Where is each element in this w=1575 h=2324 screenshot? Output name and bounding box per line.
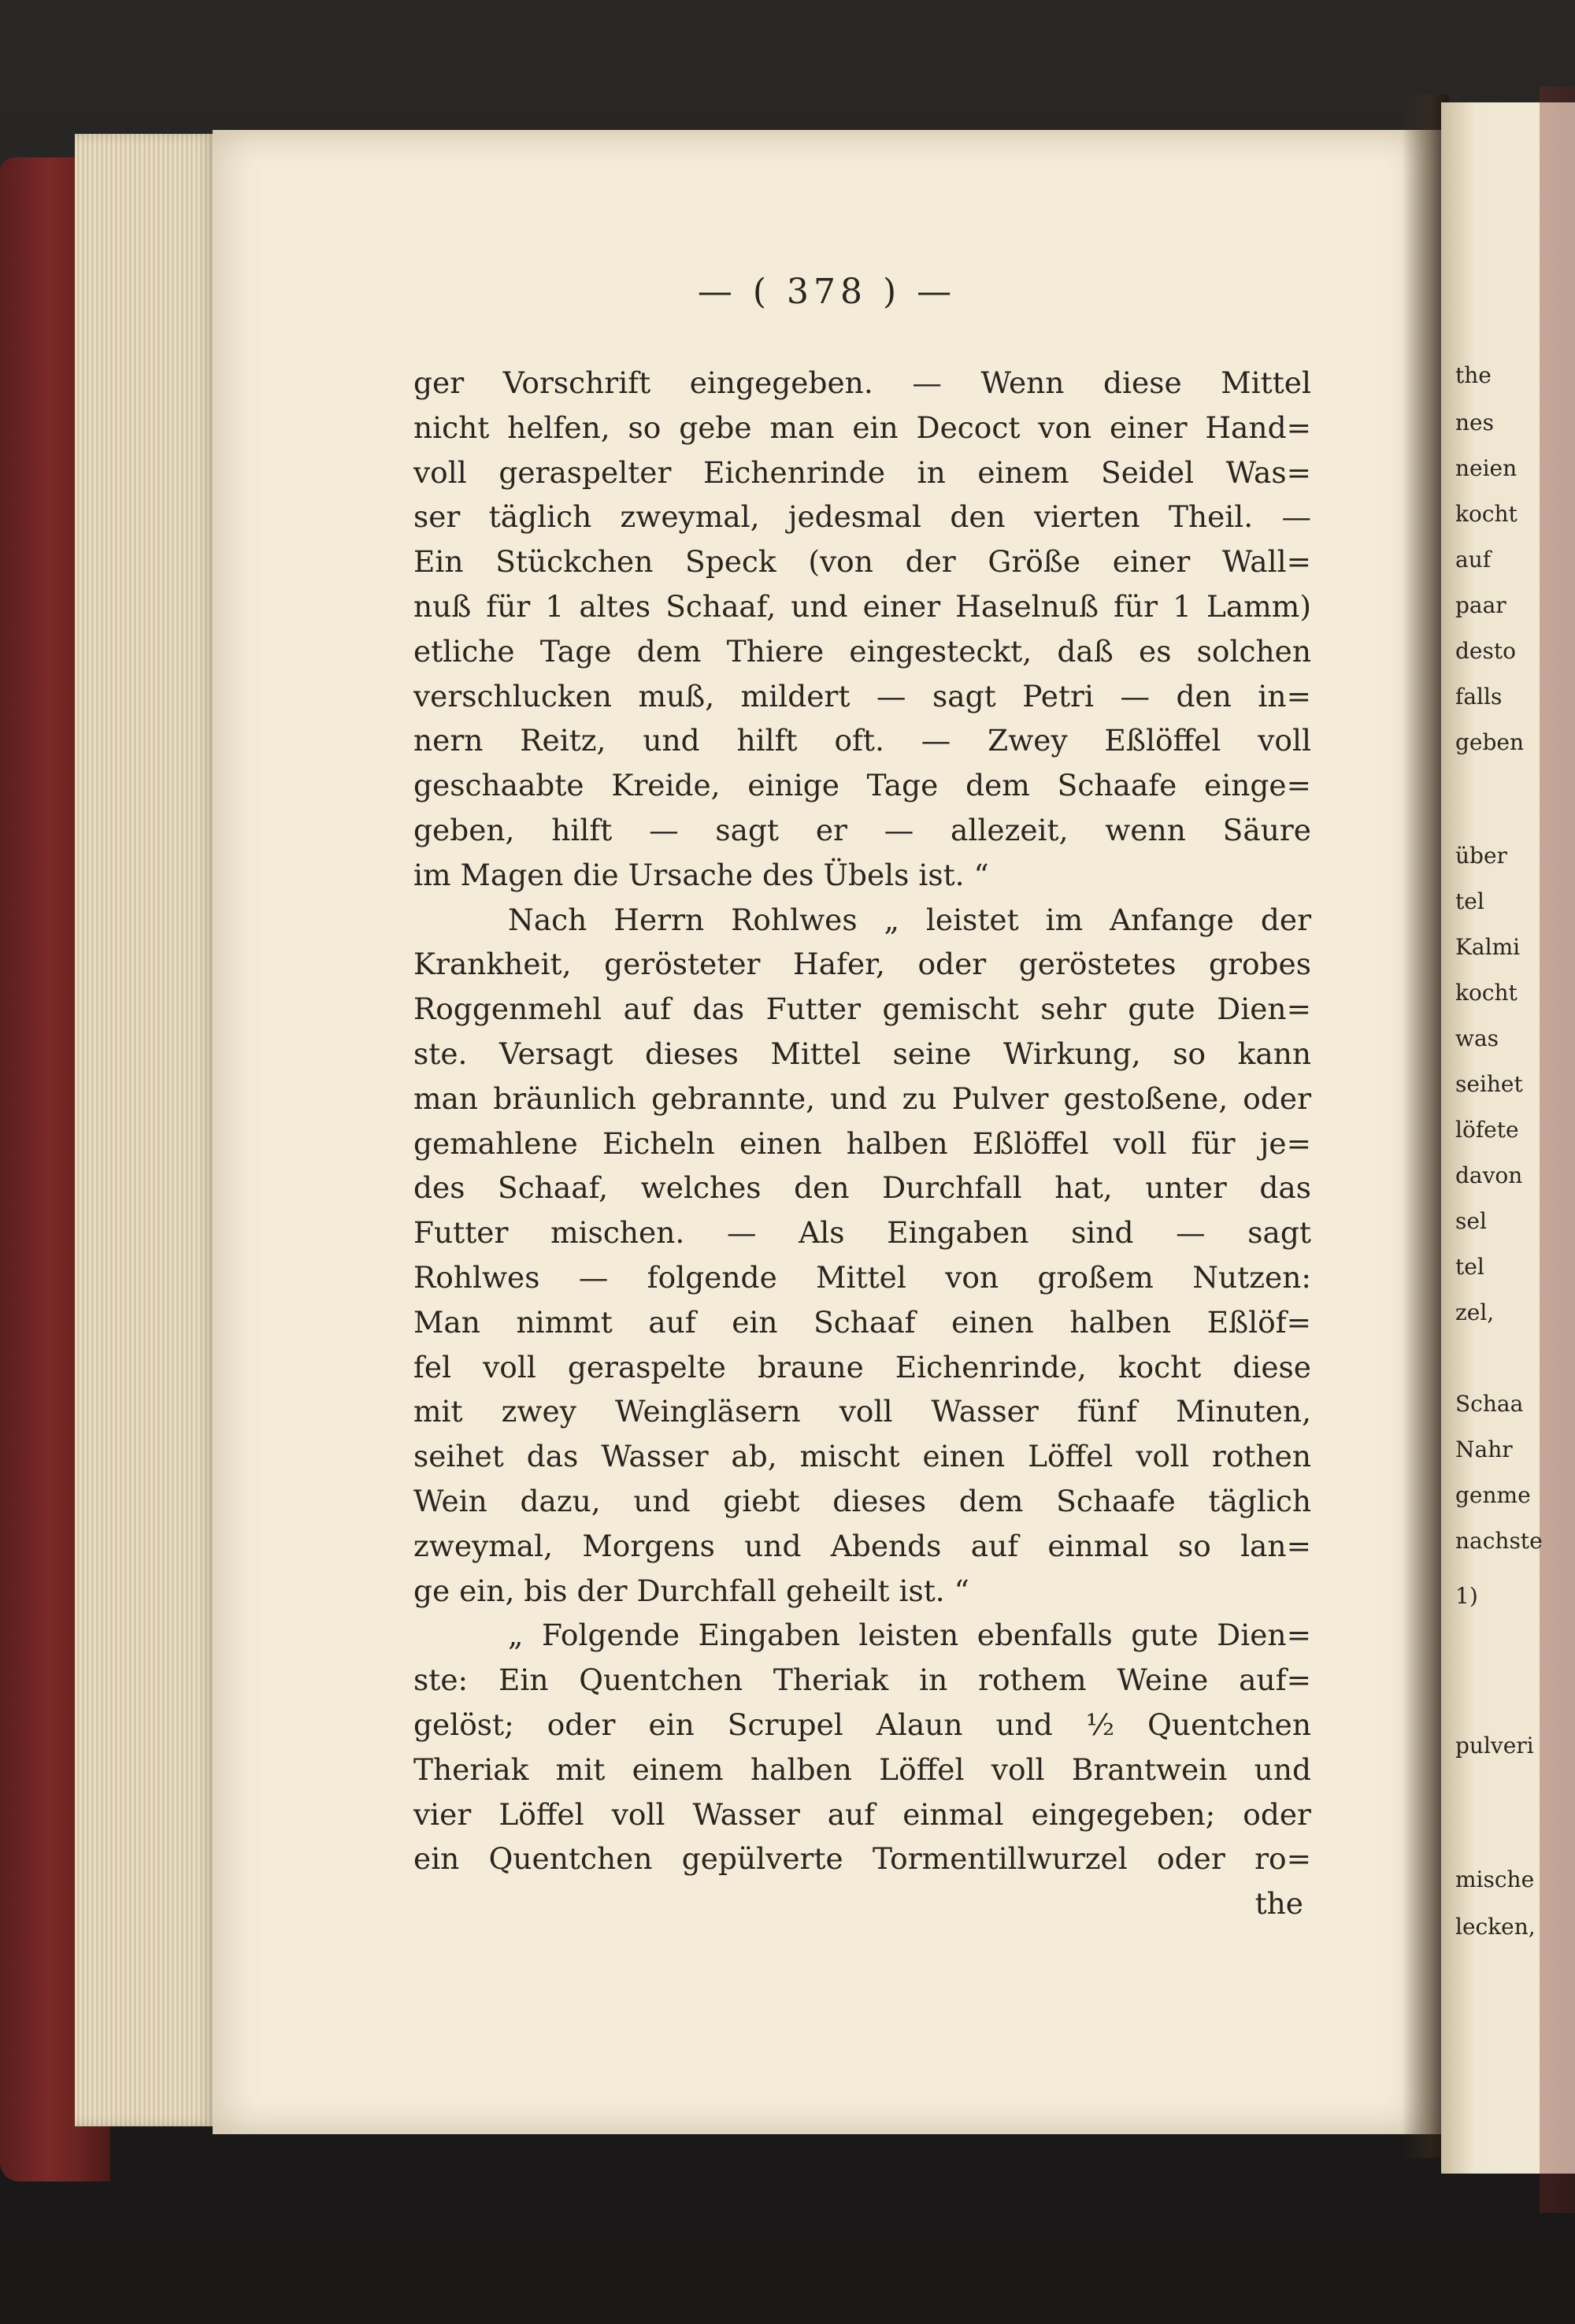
facing-fragment: kocht	[1455, 501, 1518, 527]
text-line: etliche Tage dem Thiere eingesteckt, daß es solchen	[413, 633, 1311, 669]
facing-fragment: genme	[1455, 1482, 1531, 1508]
text-line: zweymal, Morgens und Abends auf einmal so lan=	[413, 1528, 1311, 1563]
text-line: mit zwey Weingläsern voll Wasser fünf Minuten,	[413, 1394, 1311, 1429]
facing-fragment: kocht	[1455, 980, 1518, 1006]
facing-fragment: tel	[1455, 888, 1484, 914]
catchword: the	[1254, 1886, 1303, 1922]
text-line: fel voll geraspelte braune Eichenrinde, kocht diese	[413, 1349, 1311, 1384]
text-line: geschaabte Kreide, einige Tage dem Schaafe einge=	[413, 768, 1311, 803]
facing-fragment: nachste	[1455, 1528, 1543, 1554]
text-line: des Schaaf, welches den Durchfall hat, unter das	[413, 1170, 1311, 1206]
text-line: gemahlene Eicheln einen halben Eßlöffel voll für je=	[413, 1125, 1311, 1161]
facing-binding	[1540, 87, 1575, 2213]
facing-fragment: falls	[1455, 684, 1503, 710]
facing-fragment: mische	[1455, 1866, 1535, 1892]
facing-fragment: lecken,	[1455, 1914, 1536, 1940]
main-text-block	[413, 361, 1311, 1926]
text-line: ste: Ein Quentchen Theriak in rothem Weine auf=	[413, 1662, 1311, 1698]
text-line: Futter mischen. — Als Eingaben sind — sagt	[413, 1215, 1311, 1251]
text-line: nuß für 1 altes Schaaf, und einer Haselnuß für 1 Lamm)	[413, 588, 1311, 624]
facing-fragment: paar	[1455, 592, 1506, 618]
text-line: voll geraspelter Eichenrinde in einem Seidel Was=	[413, 454, 1311, 490]
text-line: gelöst; oder ein Scrupel Alaun und ½ Quentchen	[413, 1707, 1311, 1742]
text-line: nicht helfen, so gebe man ein Decoct von einer Hand=	[413, 410, 1311, 445]
facing-fragment: Schaa	[1455, 1391, 1524, 1417]
text-line: geben, hilft — sagt er — allezeit, wenn Säure	[413, 812, 1311, 847]
page-edges	[75, 134, 217, 2126]
facing-fragment: geben	[1455, 729, 1525, 755]
facing-fragment: desto	[1455, 638, 1516, 664]
text-line: Wein dazu, und giebt dieses dem Schaafe täglich	[413, 1483, 1311, 1518]
facing-fragment: was	[1455, 1025, 1499, 1051]
text-line: ste. Versagt dieses Mittel seine Wirkung, so kann	[413, 1036, 1311, 1071]
text-line: nern Reitz, und hilft oft. — Zwey Eßlöffel voll	[413, 723, 1311, 758]
facing-fragment: Kalmi	[1455, 934, 1521, 960]
page-number-header: — ( 378 ) —	[697, 272, 957, 312]
facing-fragment: löfete	[1455, 1117, 1519, 1143]
facing-fragment: davon	[1455, 1162, 1523, 1188]
facing-fragment: sel	[1455, 1208, 1487, 1234]
text-line: im Magen die Ursache des Übels ist. “	[413, 857, 989, 892]
paragraph-start-line: Nach Herrn Rohlwes „ leistet im Anfange der	[508, 902, 1311, 937]
facing-fragment: seihet	[1455, 1071, 1523, 1097]
facing-fragment: the	[1455, 362, 1492, 388]
text-line: Man nimmt auf ein Schaaf einen halben Eßlöf=	[413, 1304, 1311, 1340]
text-line: Roggenmehl auf das Futter gemischt sehr gute Dien=	[413, 991, 1311, 1027]
text-line: vier Löffel voll Wasser auf einmal eingegeben; oder	[413, 1796, 1311, 1832]
text-line: Rohlwes — folgende Mittel von großem Nutzen:	[413, 1259, 1311, 1295]
text-line: ge ein, bis der Durchfall geheilt ist. “	[413, 1573, 969, 1608]
facing-fragment: Nahr	[1455, 1436, 1513, 1462]
text-line: Theriak mit einem halben Löffel voll Brantwein und	[413, 1751, 1311, 1787]
text-line: ser täglich zweymal, jedesmal den vierten Theil. —	[413, 499, 1311, 535]
facing-fragment: 1)	[1455, 1583, 1478, 1609]
text-line: verschlucken muß, mildert — sagt Petri — den in=	[413, 678, 1311, 714]
facing-fragment: auf	[1455, 547, 1492, 573]
paragraph-start-line: „ Folgende Eingaben leisten ebenfalls gute Dien=	[508, 1618, 1311, 1653]
text-line: ger Vorschrift eingegeben. — Wenn diese Mittel	[413, 365, 1311, 400]
text-line: ein Quentchen gepülverte Tormentillwurzel oder ro=	[413, 1841, 1311, 1877]
facing-fragment: neien	[1455, 455, 1518, 481]
facing-fragment: pulveri	[1455, 1733, 1534, 1759]
text-line: man bräunlich gebrannte, und zu Pulver gestoßene, oder	[413, 1080, 1311, 1116]
text-line: Krankheit, gerösteter Hafer, oder geröstetes grobes	[413, 947, 1311, 982]
facing-fragment: nes	[1455, 410, 1494, 436]
text-line: seihet das Wasser ab, mischt einen Löffel voll rothen	[413, 1439, 1311, 1474]
text-line: Ein Stückchen Speck (von der Größe einer Wall=	[413, 544, 1311, 580]
facing-fragment: tel	[1455, 1254, 1484, 1280]
facing-fragment: über	[1455, 843, 1507, 869]
facing-fragment: zel,	[1455, 1299, 1495, 1325]
